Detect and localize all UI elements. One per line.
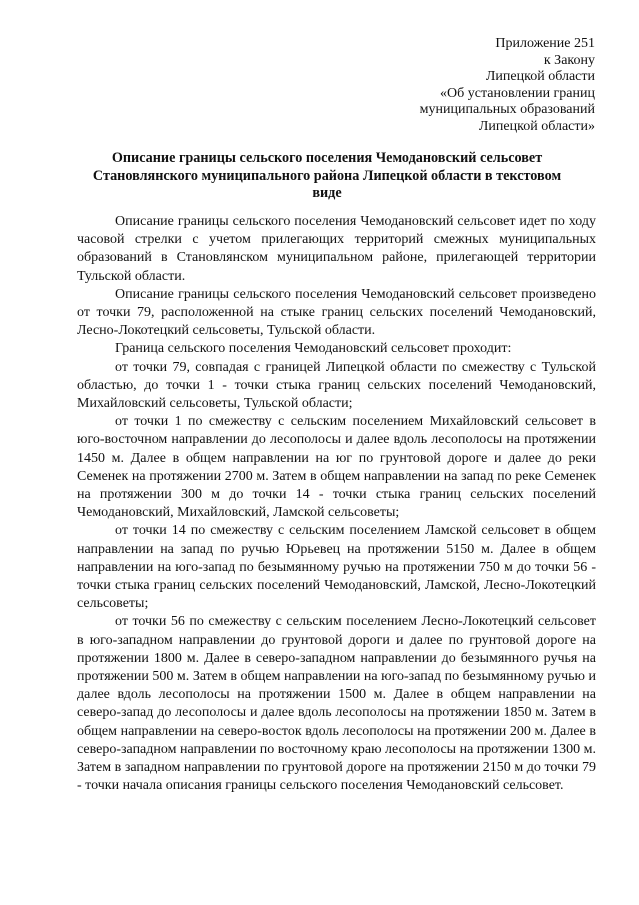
document-title: Описание границы сельского поселения Чемодановский сельсовет Становлянского муниципального района Липецкой области в текстовом виде bbox=[92, 150, 562, 201]
appendix-block bbox=[335, 36, 595, 135]
appendix-line: «Об установлении границ bbox=[440, 85, 595, 101]
paragraph: от точки 14 по смежеству с сельским поселением Ламской сельсовет в общем направлении на запад по ручью Юрьевец на протяжении 5150 м. Далее в общем направлении на юго-запад по безымянному ручью на протяжении 750 м до точки 56 - точки стыка границ сельских поселений Чемодановский, Ламской, Лесно-Локотецкий сельсоветы; bbox=[77, 523, 596, 612]
appendix-line: муниципальных образований bbox=[419, 102, 595, 117]
appendix-line: Липецкой области bbox=[485, 69, 595, 84]
document-body bbox=[77, 213, 596, 796]
paragraph: Описание границы сельского поселения Чемодановский сельсовет идет по ходу часовой стрелки с учетом прилегающих территорий смежных муниципальных образований в Становлянском муниципальном районе, прилегающей территории Тульской области. bbox=[77, 214, 596, 284]
appendix-line: к Закону bbox=[543, 52, 595, 68]
paragraph: Граница сельского поселения Чемодановский сельсовет проходит: bbox=[115, 341, 512, 357]
appendix-line: Приложение 251 bbox=[495, 36, 595, 51]
appendix-line: Липецкой области» bbox=[478, 118, 595, 134]
paragraph: Описание границы сельского поселения Чемодановский сельсовет произведено от точки 79, расположенной на стыке границ сельских поселений Чемодановский, Лесно-Локотецкий сельсоветы, Тульской области. bbox=[77, 286, 596, 339]
paragraph: от точки 79, совпадая с границей Липецкой области по смежеству с Тульской областью, до точки 1 - точки стыка границ сельских поселений Чемодановский, Михайловский сельсоветы, Тульской области; bbox=[77, 359, 596, 412]
paragraph: от точки 56 по смежеству с сельским поселением Лесно-Локотецкий сельсовет в юго-западном направлении до грунтовой дороги и далее по грунтовой дороге на протяжении 1800 м. Далее в северо-западном направлении до безымянного ручья на протяжении 500 м. Затем в общем направлении на юго-запад по безымянному ручью и далее вдоль лесополосы на протяжении 1500 м. Далее в общем направлении на северо-запад до лесополосы и далее вдоль лесополосы на протяжении 1850 м. Затем в общем направлении на северо-восток вдоль лесополосы на протяжении 200 м. Далее в северо-западном направлении по восточному краю лесополосы на протяжении 1300 м. Затем в западном направлении по грунтовой дороге на протяжении 2150 м до точки 79 - точки начала описания границы сельского поселения Чемодановский сельсовет. bbox=[77, 614, 596, 794]
paragraph: от точки 1 по смежеству с сельским поселением Михайловский сельсовет в юго-восточном направлении до лесополосы и далее вдоль лесополосы на протяжении 1450 м. Далее в общем направлении на юг по грунтовой дороге и далее до реки Семенек на протяжении 2700 м. Затем в общем направлении на запад по реке Семенек на протяжении 300 м до точки 14 - точки стыка границ сельских поселений Чемодановский, Михайловский, Ламской сельсоветы; bbox=[77, 414, 596, 521]
